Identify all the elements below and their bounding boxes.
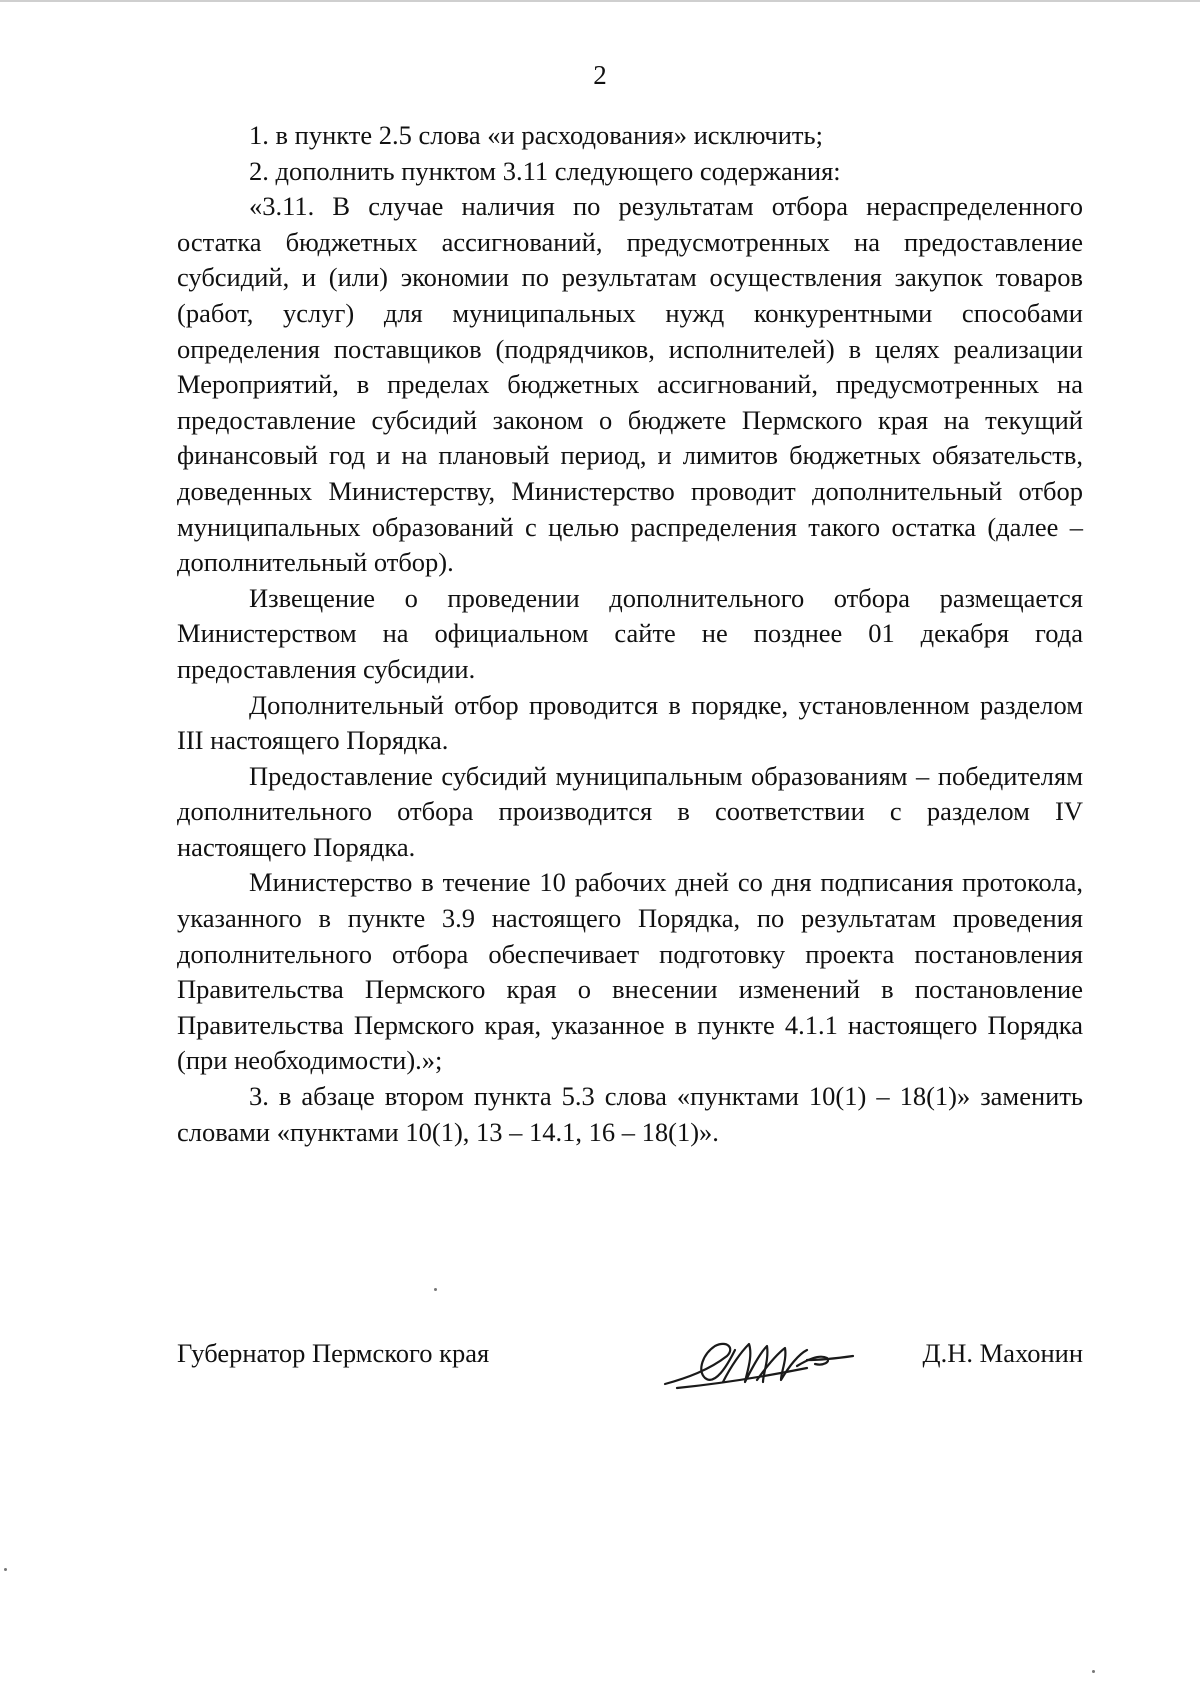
signer-name: Д.Н. Махонин	[922, 1338, 1083, 1368]
handwritten-signature	[657, 1326, 857, 1396]
signer-title: Губернатор Пермского края	[177, 1338, 490, 1368]
document-body	[177, 118, 1083, 1150]
paragraph-procedure: Дополнительный отбор проводится в порядке, установленном разделом III настоящего Порядка.	[177, 689, 1083, 756]
signature-block	[177, 1338, 1083, 1408]
paragraph-item-3: 3. в абзаце втором пункта 5.3 слова «пунктами 10(1) – 18(1)» заменить словами «пунктами 10(1), 13 – 14.1, 16 – 18(1)».	[177, 1081, 1083, 1147]
paragraph-clause-3-11: «3.11. В случае наличия по результатам отбора нераспределенного остатка бюджетных ассигнований, предусмотренных на предоставление субсидий, и (или) экономии по результатам осуществления закупок товаров (работ, услуг) для муниципальных нужд конкурентными способами определения поставщиков (подрядчиков, исполнителей) в целях реализации Мероприятий, в пределах бюджетных ассигнований, предусмотренных на предоставление субсидий законом о бюджете Пермского края на текущий финансовый год и на плановый период, и лимитов бюджетных обязательств, доведенных Министерству, Министерство проводит дополнительный отбор муниципальных образований с целью распределения такого остатка (далее – дополнительный отбор).	[177, 191, 1083, 578]
scan-edge-line	[0, 0, 1200, 2]
scan-speck	[1092, 1670, 1095, 1673]
page-number: 2	[593, 60, 607, 90]
paragraph-notice: Извещение о проведении дополнительного отбора размещается Министерством на официальном сайте не позднее 01 декабря года предоставления субсидии.	[177, 582, 1083, 684]
paragraph-item-1: 1. в пункте 2.5 слова «и расходования» исключить;	[249, 120, 823, 150]
scan-speck	[4, 1568, 7, 1571]
paragraph-provision: Предоставление субсидий муниципальным образованиям – победителям дополнительного отбора производится в соответствии с разделом IV настоящего Порядка.	[177, 760, 1083, 862]
paragraph-item-2: 2. дополнить пунктом 3.11 следующего содержания:	[249, 155, 841, 186]
paragraph-ministry-deadline: Министерство в течение 10 рабочих дней со дня подписания протокола, указанного в пункте 3.9 настоящего Порядка, по результатам проведения дополнительного отбора обеспечивает подготовку проекта постановления Правительства Пермского края о внесении изменений в постановление Правительства Пермского края, указанное в пункте 4.1.1 настоящего Порядка (при необходимости).»;	[177, 867, 1083, 1076]
scan-speck	[434, 1288, 437, 1291]
